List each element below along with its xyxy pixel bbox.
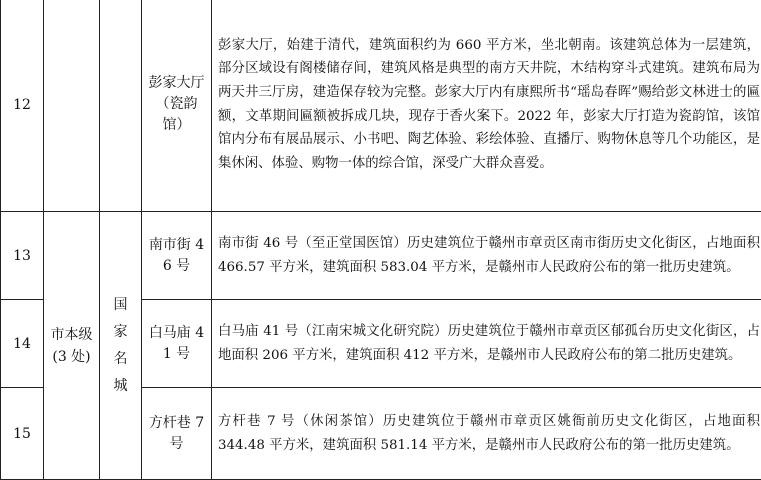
building-name-cell bbox=[142, 0, 212, 212]
region-cell bbox=[44, 0, 100, 212]
building-name: 彭家大厅（瓷韵馆） bbox=[148, 75, 205, 133]
table-row bbox=[1, 0, 761, 212]
row-number: 13 bbox=[1, 212, 44, 300]
building-description: 白马庙 41 号（江南宋城文化研究院）历史建筑位于赣州市章贡区郁孤台历史文化街区，占地面积 206 平方米，建筑面积 412 平方米，是赣州市人民政府公布的第二批历史建筑。 bbox=[212, 300, 761, 388]
row-number: 15 bbox=[1, 388, 44, 480]
row-number: 14 bbox=[1, 300, 44, 388]
region-label: 市本级(3 处) bbox=[50, 326, 93, 365]
type-cell bbox=[100, 0, 142, 212]
table-row bbox=[1, 212, 761, 300]
building-name-cell bbox=[142, 388, 212, 480]
building-description: 南市街 46 号（至正堂国医馆）历史建筑位于赣州市章贡区南市街历史文化街区，占地面积 466.57 平方米，建筑面积 583.04 平方米，是赣州市人民政府公布的第一批历史建筑。 bbox=[212, 212, 761, 300]
row-number: 12 bbox=[1, 0, 44, 212]
type-cell bbox=[100, 212, 142, 480]
building-name: 白马庙 41 号 bbox=[148, 324, 205, 362]
building-name-cell bbox=[142, 300, 212, 388]
region-cell bbox=[44, 212, 100, 480]
building-name: 南市街 46 号 bbox=[148, 236, 205, 274]
building-name: 方杆巷 7 号 bbox=[148, 414, 205, 452]
building-name-cell bbox=[142, 212, 212, 300]
building-description: 彭家大厅，始建于清代，建筑面积约为 660 平方米，坐北朝南。该建筑总体为一层建筑，部分区域设有阁楼储存间，建筑风格是典型的南方天井院，木结构穿斗式建筑。建筑布局为两天井三厅房，建造保存较为完整。彭家大厅内有康熙所书“瑶岛春晖”赐给彭文林进士的匾额，文革期间匾额被拆成几块，现存于香火案下。2022 年，彭家大厅打造为瓷韵馆，该馆馆内分布有展品展示、小书吧、陶艺体验、彩绘体验、直播厅、购物休息等几个功能区，是集休闲、体验、购物一体的综合馆，深受广大群众喜爱。 bbox=[212, 0, 761, 212]
building-description: 方杆巷 7 号（休闲茶馆）历史建筑位于赣州市章贡区姚衙前历史文化街区，占地面积 344.48 平方米，建筑面积 581.14 平方米，是赣州市人民政府公布的第一批历史建筑。 bbox=[212, 388, 761, 480]
type-label: 国家名城 bbox=[113, 296, 128, 394]
